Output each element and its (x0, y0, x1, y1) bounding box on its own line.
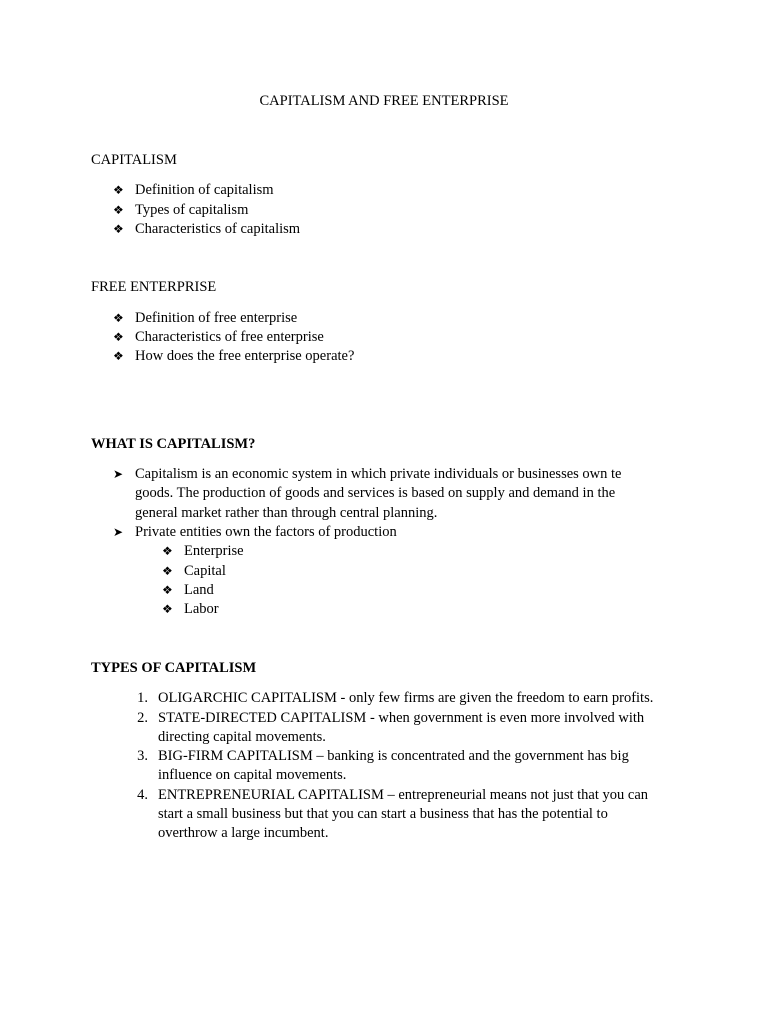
numbered-item-line: ENTREPRENEURIAL CAPITALISM – entrepreneurial means not just that you can (158, 787, 649, 803)
numbered-item-line: STATE-DIRECTED CAPITALISM - when government is even more involved with (158, 710, 645, 726)
types-of-capitalism-heading: TYPES OF CAPITALISM (91, 660, 257, 676)
item-number: 3. (137, 748, 148, 764)
item-number: 2. (137, 710, 148, 726)
diamond-bullet-icon: ❖ (113, 203, 124, 217)
list-item-text: Characteristics of free enterprise (135, 329, 324, 345)
item-number: 1. (137, 690, 148, 706)
document-title: CAPITALISM AND FREE ENTERPRISE (259, 93, 509, 109)
arrow-bullet-icon: ➤ (113, 525, 124, 539)
list-item-text: Definition of capitalism (135, 182, 274, 198)
item-number: 4. (137, 787, 148, 803)
diamond-bullet-icon: ❖ (113, 311, 124, 325)
list-item-line: Capitalism is an economic system in which private individuals or businesses own te (135, 466, 622, 482)
what-is-capitalism-heading: WHAT IS CAPITALISM? (91, 436, 256, 452)
diamond-bullet-icon: ❖ (162, 544, 173, 558)
sub-list-item-text: Land (184, 582, 214, 598)
diamond-bullet-icon: ❖ (113, 222, 124, 236)
list-item-text: Definition of free enterprise (135, 310, 298, 326)
list-item-text: Characteristics of capitalism (135, 221, 301, 237)
free-enterprise-heading: FREE ENTERPRISE (91, 279, 217, 295)
diamond-bullet-icon: ❖ (162, 564, 173, 578)
list-item-text: Private entities own the factors of production (135, 524, 397, 540)
diamond-bullet-icon: ❖ (162, 602, 173, 616)
capitalism-heading: CAPITALISM (91, 152, 177, 168)
diamond-bullet-icon: ❖ (162, 583, 173, 597)
numbered-item-line: influence on capital movements. (158, 767, 347, 783)
numbered-item-line: directing capital movements. (158, 729, 326, 745)
sub-list-item-text: Labor (184, 601, 219, 617)
diamond-bullet-icon: ❖ (113, 349, 124, 363)
arrow-bullet-icon: ➤ (113, 467, 124, 481)
list-item-text: How does the free enterprise operate? (135, 348, 355, 364)
list-item-line: goods. The production of goods and services is based on supply and demand in the (135, 485, 616, 501)
numbered-item-line: BIG-FIRM CAPITALISM – banking is concentrated and the government has big (158, 748, 629, 764)
diamond-bullet-icon: ❖ (113, 330, 124, 344)
list-item-text: Types of capitalism (135, 202, 249, 218)
sub-list-item-text: Capital (184, 563, 226, 579)
diamond-bullet-icon: ❖ (113, 183, 124, 197)
sub-list-item-text: Enterprise (184, 543, 244, 559)
numbered-item-line: OLIGARCHIC CAPITALISM - only few firms are given the freedom to earn profits. (158, 690, 654, 706)
numbered-item-line: overthrow a large incumbent. (158, 825, 329, 841)
list-item-line: general market rather than through central planning. (135, 505, 438, 521)
numbered-item-line: start a small business but that you can start a business that has the potential to (158, 806, 608, 822)
